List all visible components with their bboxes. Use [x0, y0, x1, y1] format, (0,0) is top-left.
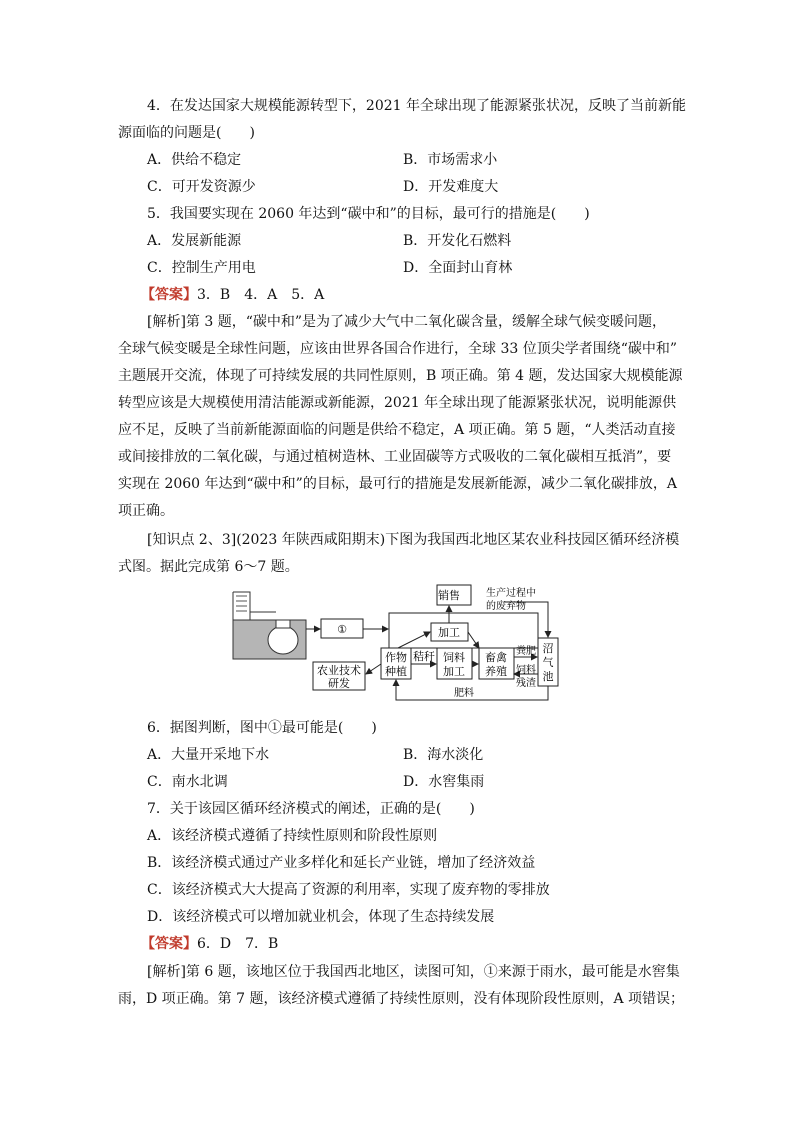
analysis1-line: [解析]第 3 题，“碳中和”是为了减少大气中二氧化碳含量，缓解全球气候变暖问题，: [147, 314, 667, 330]
analysis1-line: 转型应该是大规模使用清洁能源或新能源，2021 年全球出现了能源紧张状况，说明能源供: [118, 395, 677, 411]
intro-line2: 式图。据此完成第 6～7 题。: [118, 559, 299, 575]
label-fertilizer: 肥料: [454, 688, 474, 699]
q5-option-a: A．发展新能源: [147, 233, 242, 249]
q7-option-a: A．该经济模式遵循了持续性原则和阶段性原则: [147, 828, 438, 844]
label-crop-1: 作物: [385, 651, 407, 664]
label-residue-1: 饲料: [516, 665, 536, 676]
q4-stem-line2: 源面临的问题是( ): [118, 125, 255, 141]
q6-option-c: C．南水北调: [147, 774, 228, 790]
label-processing: 加工: [438, 626, 460, 639]
answer-tag: 【答案】: [141, 287, 197, 303]
label-sales: 销售: [438, 589, 460, 602]
label-crop-2: 种植: [385, 665, 407, 678]
analysis1-line: 应不足，反映了当前新能源面临的问题是供给不稳定，A 项正确。第 5 题，“人类活动直接: [118, 422, 676, 438]
q6-option-d: D．水窖集雨: [403, 774, 485, 790]
label-biogas-1: 沼: [542, 642, 554, 655]
q4-option-b: B．市场需求小: [403, 152, 498, 168]
label-feed-1: 饲料: [443, 651, 465, 664]
label-waste-2: 的废弃物: [486, 601, 526, 612]
analysis1-line: 主题展开交流，体现了可持续发展的共同性原则，B 项正确。第 4 题，发达国家大规模能源: [118, 368, 683, 384]
analysis1-line: 项正确。: [118, 503, 174, 519]
label-livestock-1: 畜禽: [485, 651, 507, 664]
q5-option-d: D．全面封山育林: [403, 260, 513, 276]
intro-line1: [知识点 2、3](2023 年陕西咸阳期末)下图为我国西北地区某农业科技园区循环经济模: [147, 532, 680, 548]
label-straw: 秸秆: [413, 650, 435, 663]
water-cistern-icon: [268, 626, 298, 654]
analysis2-line: 雨，D 项正确。第 7 题，该经济模式遵循了持续性原则，没有体现阶段性原则，A 项错误；: [118, 991, 685, 1007]
q5-option-c: C．控制生产用电: [147, 260, 256, 276]
answer-block-1: [141, 285, 324, 305]
answer-text: 3．B 4．A 5．A: [197, 287, 325, 303]
analysis2-line: [解析]第 6 题，该地区位于我国西北地区，读图可知，①来源于雨水，最可能是水窖集: [147, 964, 680, 980]
analysis1-line: 或间接排放的二氧化碳，与通过植树造林、工业固碳等方式吸收的二氧化碳相互抵消”，要: [118, 449, 672, 465]
q4-option-d: D．开发难度大: [403, 179, 499, 195]
q6-option-a: A．大量开采地下水: [147, 747, 270, 763]
q7-option-c: C．该经济模式大大提高了资源的利用率，实现了废弃物的零排放: [147, 882, 550, 898]
answer-block-2: [141, 934, 278, 954]
analysis1-line: 实现在 2060 年达到“碳中和”的目标，最可行的措施是发展新能源，减少二氧化碳排放，A: [118, 476, 677, 492]
label-feed-2: 加工: [443, 665, 465, 678]
q7-option-d: D．该经济模式可以增加就业机会，体现了生态持续发展: [147, 909, 495, 925]
label-residue-2: 残渣: [516, 678, 536, 689]
q5-option-b: B．开发化石燃料: [403, 233, 512, 249]
q4-option-c: C．可开发资源少: [147, 179, 256, 195]
q4-option-a: A．供给不稳定: [147, 152, 242, 168]
q7-stem: 7．关于该园区循环经济模式的阐述，正确的是( ): [147, 801, 475, 817]
q6-stem: 6．据图判断，图中①最可能是( ): [147, 720, 377, 736]
answer-text: 6．D 7．B: [197, 936, 279, 952]
q7-option-b: B．该经济模式通过产业多样化和延长产业链，增加了经济效益: [147, 855, 536, 871]
q6-option-b: B．海水淡化: [403, 747, 484, 763]
answer-tag: 【答案】: [141, 936, 197, 952]
label-waste-1: 生产过程中: [486, 588, 536, 599]
q5-stem: 5．我国要实现在 2060 年达到“碳中和”的目标，最可行的措施是( ): [147, 206, 590, 222]
analysis1-line: 全球气候变暖是全球性问题，应该由世界各国合作进行，全球 33 位顶尖学者围绕“碳中和”: [118, 341, 678, 357]
label-manure: 粪肥: [516, 646, 536, 657]
label-tech-1: 农业技术: [317, 664, 361, 677]
circular-economy-diagram: [228, 582, 566, 710]
q4-stem-line1: 4．在发达国家大规模能源转型下，2021 年全球出现了能源紧张状况，反映了当前新能: [147, 98, 686, 114]
label-biogas-3: 池: [542, 670, 554, 683]
label-circle1: ①: [337, 623, 347, 636]
label-livestock-2: 养殖: [485, 665, 507, 678]
label-tech-2: 研发: [328, 677, 350, 690]
label-biogas-2: 气: [542, 656, 554, 669]
